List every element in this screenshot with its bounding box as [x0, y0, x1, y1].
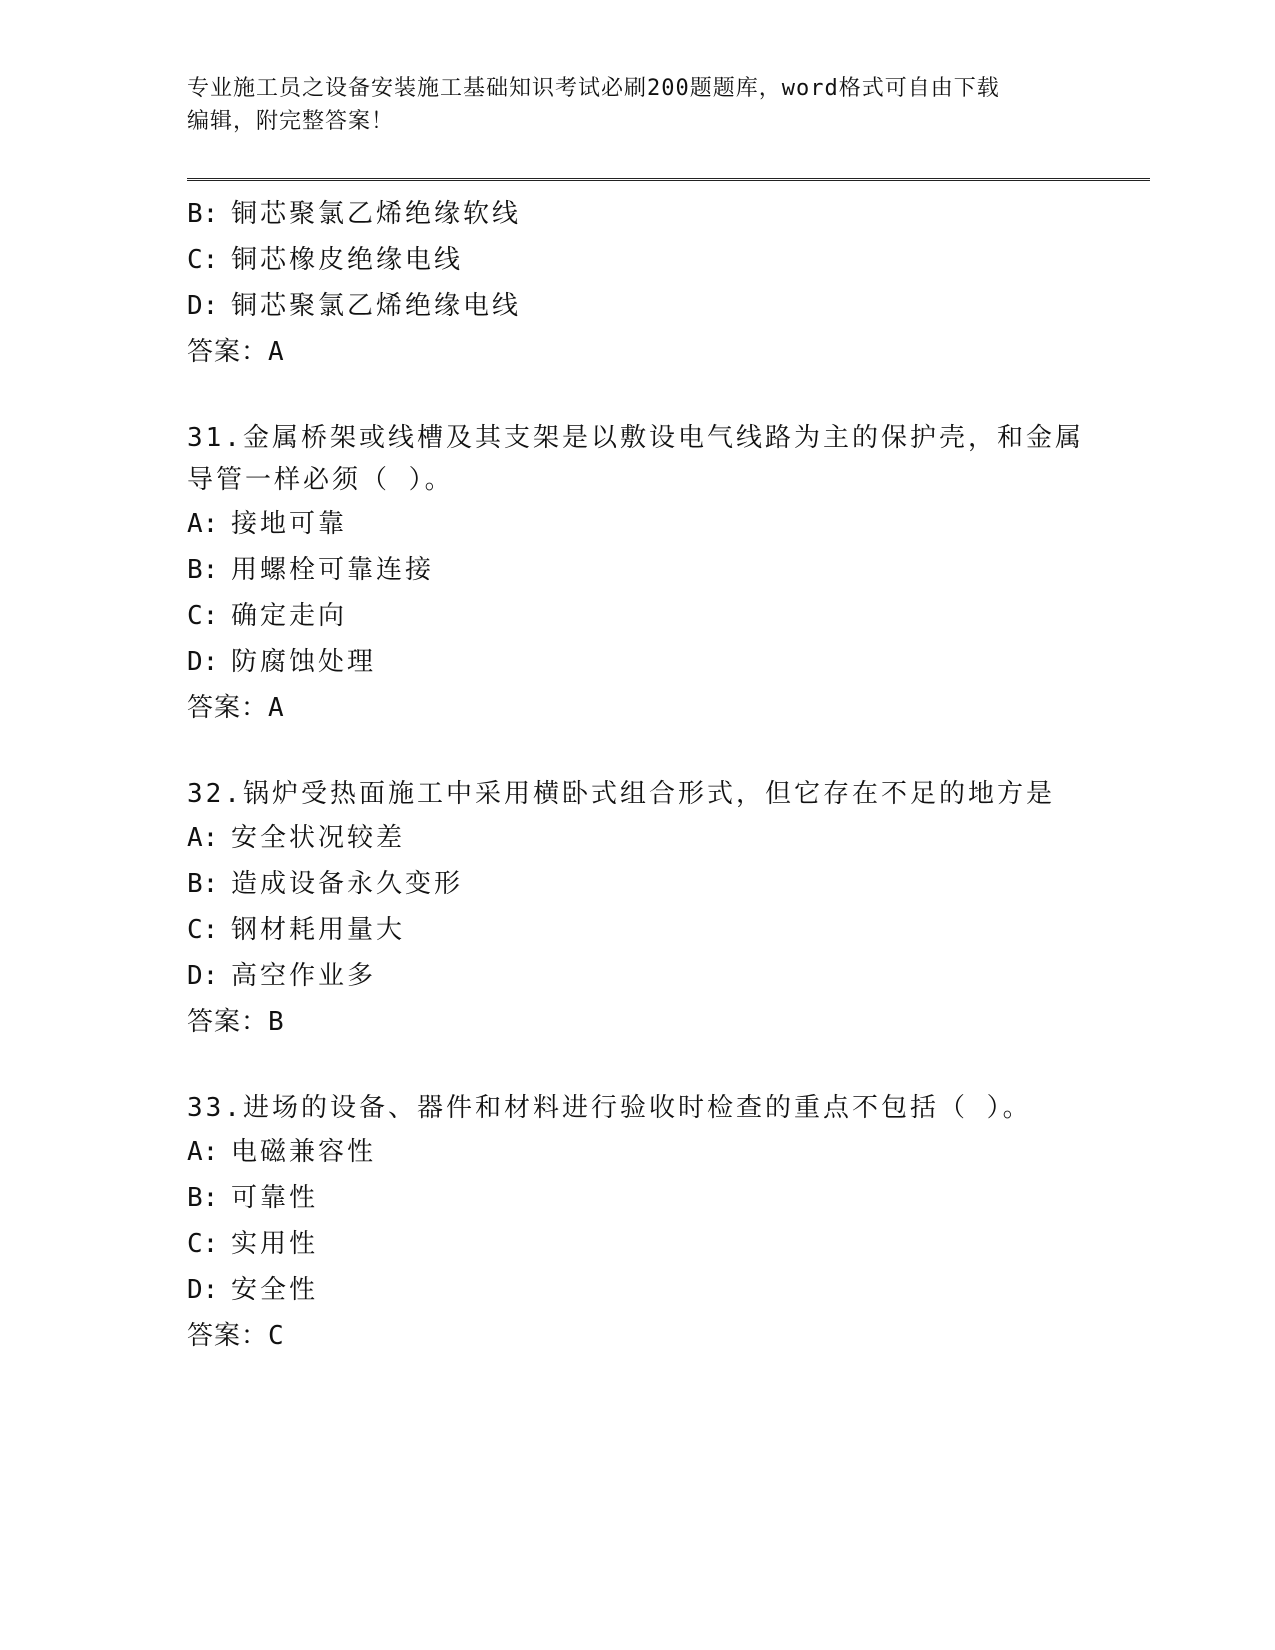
question-text-line2: 导管一样必须（ ）。 [187, 465, 454, 495]
answer-line [187, 329, 1087, 375]
answer-label: 答案： [187, 1321, 269, 1351]
option-letter: B: [187, 1183, 219, 1213]
question-text-line1: 31.金属桥架或线槽及其支架是以敷设电气线路为主的保护壳，和金属 [187, 423, 1084, 453]
option-b [187, 547, 1087, 593]
spacer [187, 1045, 1087, 1087]
prev-question [187, 191, 1087, 375]
option-text: 铜芯聚氯乙烯绝缘电线 [231, 291, 522, 321]
option-a [187, 815, 1087, 861]
question-text [187, 773, 1087, 815]
option-b [187, 1175, 1087, 1221]
option-letter: D: [187, 291, 219, 321]
option-letter: B: [187, 199, 219, 229]
option-text: 用螺栓可靠连接 [231, 555, 435, 585]
option-text: 电磁兼容性 [231, 1137, 377, 1167]
option-letter: B: [187, 555, 219, 585]
option-letter: C: [187, 245, 219, 275]
answer-value: A [268, 337, 285, 367]
answer-line [187, 685, 1087, 731]
answer-label: 答案： [187, 1007, 269, 1037]
option-d [187, 1267, 1087, 1313]
option-letter: C: [187, 915, 219, 945]
option-letter: A: [187, 823, 219, 853]
option-text: 确定走向 [231, 601, 348, 631]
question-33 [187, 1087, 1087, 1359]
question-31 [187, 417, 1087, 731]
question-text [187, 1087, 1087, 1129]
answer-label: 答案： [187, 693, 269, 723]
option-c [187, 907, 1087, 953]
spacer [187, 375, 1087, 417]
question-32 [187, 773, 1087, 1045]
option-letter: D: [187, 647, 219, 677]
option-text: 防腐蚀处理 [231, 647, 377, 677]
question-list [187, 191, 1087, 1359]
question-text [187, 417, 1087, 501]
option-text: 安全性 [231, 1275, 319, 1305]
option-text: 接地可靠 [231, 509, 348, 539]
option-letter: A: [187, 509, 219, 539]
option-letter: C: [187, 601, 219, 631]
option-text: 铜芯聚氯乙烯绝缘软线 [231, 199, 522, 229]
option-b [187, 191, 1087, 237]
option-letter: B: [187, 869, 219, 899]
option-a [187, 1129, 1087, 1175]
answer-line [187, 999, 1087, 1045]
option-a [187, 501, 1087, 547]
option-letter: D: [187, 1275, 219, 1305]
answer-line [187, 1313, 1087, 1359]
option-c [187, 593, 1087, 639]
option-text: 实用性 [231, 1229, 319, 1259]
option-text: 高空作业多 [231, 961, 377, 991]
option-letter: D: [187, 961, 219, 991]
question-text-line1: 33.进场的设备、器件和材料进行验收时检查的重点不包括（ ）。 [187, 1093, 1032, 1123]
answer-label: 答案： [187, 337, 269, 367]
option-letter: C: [187, 1229, 219, 1259]
option-text: 可靠性 [231, 1183, 319, 1213]
spacer [187, 731, 1087, 773]
option-text: 钢材耗用量大 [231, 915, 406, 945]
answer-value: A [268, 693, 285, 723]
option-letter: A: [187, 1137, 219, 1167]
option-c [187, 237, 1087, 283]
option-text: 安全状况较差 [231, 823, 406, 853]
question-text-line1: 32.锅炉受热面施工中采用横卧式组合形式，但它存在不足的地方是 [187, 779, 1055, 809]
page-header [187, 72, 1087, 138]
header-divider [187, 178, 1150, 181]
option-d [187, 283, 1087, 329]
option-d [187, 639, 1087, 685]
option-d [187, 953, 1087, 999]
option-text: 铜芯橡皮绝缘电线 [231, 245, 464, 275]
answer-value: C [268, 1321, 285, 1351]
option-text: 造成设备永久变形 [231, 869, 464, 899]
option-c [187, 1221, 1087, 1267]
answer-value: B [268, 1007, 285, 1037]
header-title-line2: 编辑，附完整答案！ [187, 109, 395, 134]
header-title-line1: 专业施工员之设备安装施工基础知识考试必刷200题题库，word格式可自由下载 [187, 76, 1000, 101]
option-b [187, 861, 1087, 907]
